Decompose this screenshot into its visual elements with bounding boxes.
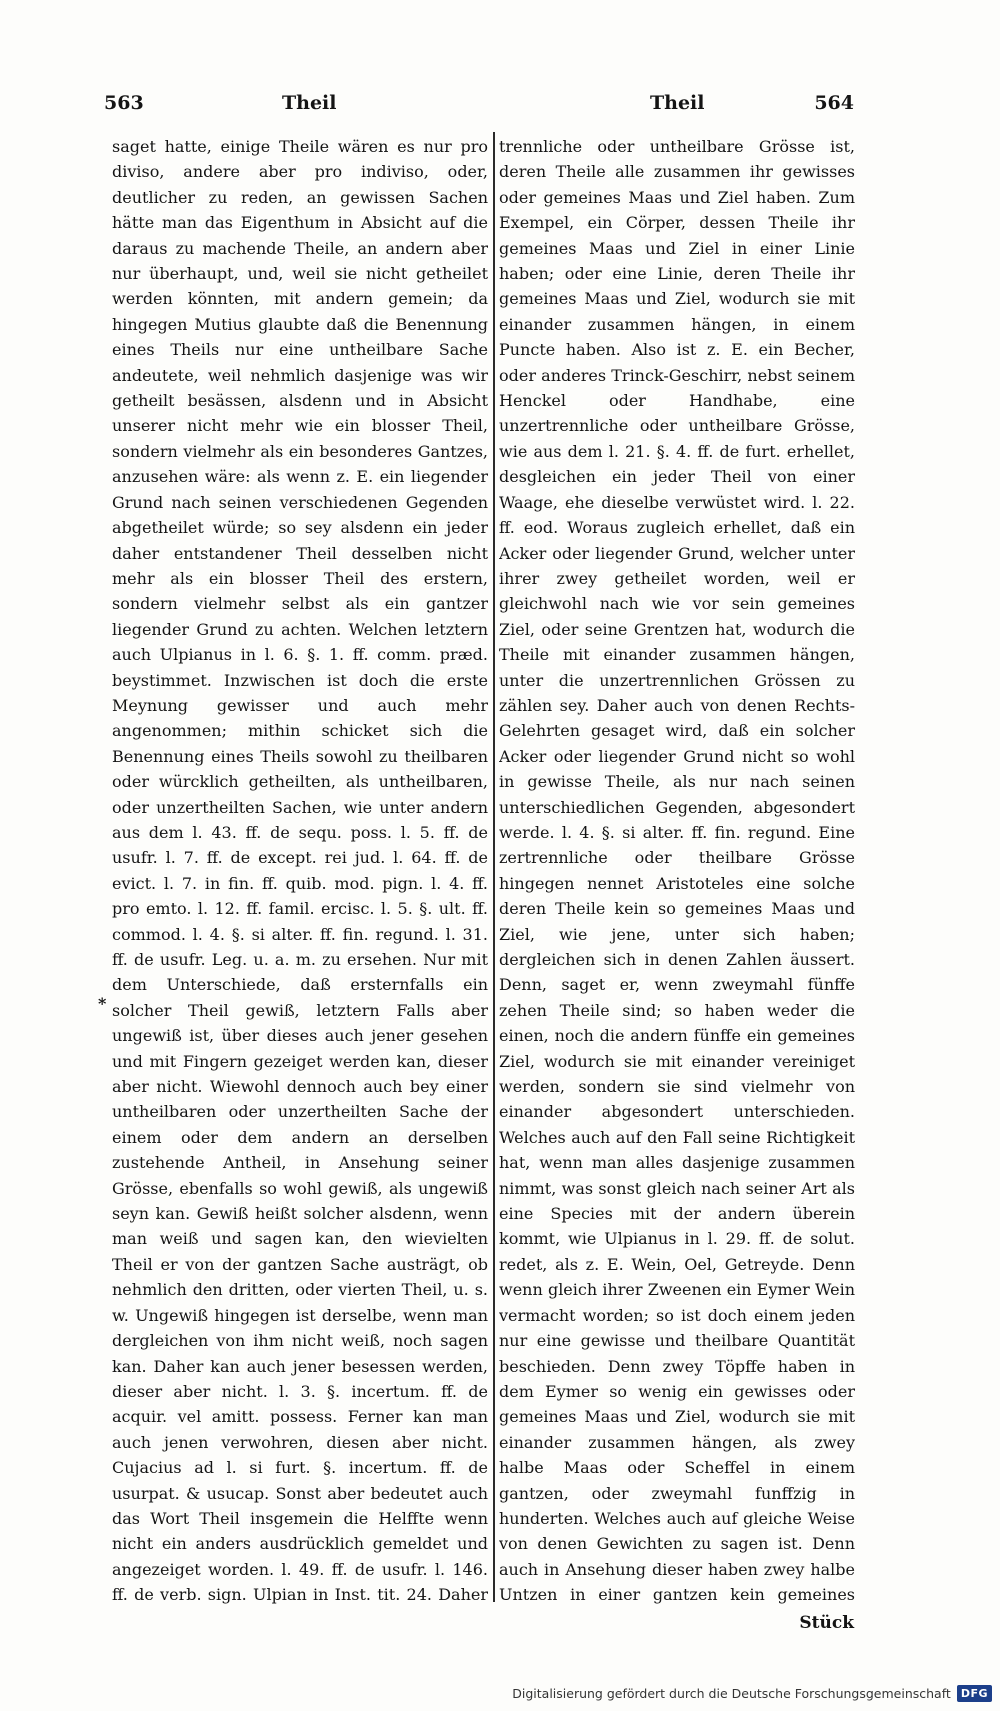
footer-credit: Digitalisierung gefördert durch die Deutsche Forschungsgemeinschaft <box>512 1685 951 1701</box>
running-head-right: Theil <box>650 92 705 114</box>
column-divider <box>493 132 495 1602</box>
right-column <box>499 134 855 1610</box>
page-header <box>104 92 854 124</box>
page-number-right: 564 <box>814 92 854 114</box>
catchword: Stück <box>799 1613 854 1633</box>
margin-asterisk: * <box>98 994 107 1013</box>
right-column-text: trennliche oder untheilbare Grösse ist, deren Theile alle zusammen ihr gewisses oder gemeines Maas und Ziel haben. Zum Exempel, ein Cörper, dessen Theile ihr gemeines Maas und Ziel in einer Linie haben; oder eine Linie, deren Theile ihr gemeines Maas und Ziel, wodurch sie mit einander zusammen hängen, in einem Puncte haben. Also ist z. E. ein Becher, oder anderes Trinck-Geschirr, nebst seinem Henckel oder Handhabe, eine unzertrennliche oder untheilbare Grösse, wie aus dem l. 21. §. 4. ff. de furt. erhellet, desgleichen ein jeder Theil von einer Waage, ehe dieselbe verwüstet wird. l. 22. ff. eod. Woraus zugleich erhellet, daß ein Acker oder liegender Grund, welcher unter ihrer zwey getheilet worden, weil er gleichwohl nach wie vor sein gemeines Ziel, oder seine Grentzen hat, wodurch die Theile mit einander zusammen hängen, unter die unzertrennlichen Grössen zu zählen sey. Daher auch von denen Rechts-Gelehrten gesaget wird, daß ein solcher Acker oder liegender Grund nicht so wohl in gewisse Theile, als nur nach seinen unterschiedlichen Gegenden, abgesondert werde. l. 4. §. si alter. ff. fin. regund. Eine zertrennliche oder theilbare Grösse hingegen nennet Aristoteles eine solche deren Theile kein so gemeines Maas und Ziel, wie jene, unter sich haben; dergleichen sich in denen Zahlen äussert. Denn, saget er, wenn zweymahl fünffe zehen Theile sind; so haben weder die einen, noch die andern fünffe ein gemeines Ziel, wodurch sie mit einander vereiniget werden, sondern sie sind vielmehr von einander abgesondert unterschieden. Welches auch auf den Fall seine Richtigkeit hat, wenn man alles dasjenige zusammen nimmt, was sonst gleich nach seiner Art als eine Species mit der andern überein kommt, wie Ulpianus in l. 29. ff. de solut. redet, als z. E. Wein, Oel, Getreyde. Denn wenn gleich ihrer Zweenen ein Eymer Wein vermacht worden; so ist doch einem jeden nur eine gewisse und theilbare Quantität beschieden. Denn zwey Töpffe haben in dem Eymer so wenig ein gewisses oder gemeines Maas und Ziel, wodurch sie mit einander zusammen hängen, als zwey halbe Maas oder Scheffel in einem gantzen, oder zweymahl funffzig in hunderten. Welches auch auf gleiche Weise von denen Gewichten zu sagen ist. Denn auch in Ansehung dieser haben zwey halbe Untzen in einer gantzen kein gemeines <box>499 137 855 1605</box>
running-head-left: Theil <box>282 92 337 114</box>
digitization-footer <box>512 1683 992 1703</box>
left-column-text: saget hatte, einige Theile wären es nur pro diviso, andere aber pro indiviso, oder, deutlicher zu reden, an gewissen Sachen hätte man das Eigenthum in Absicht auf die daraus zu machende Theile, an andern aber nur überhaupt, und, weil sie nicht getheilet werden könnten, mit andern gemein; da hingegen Mutius glaubte daß die Benennung eines Theils nur eine untheilbare Sache andeutete, weil nehmlich dasjenige was wir getheilt besässen, alsdenn und in Absicht unserer nicht mehr wie ein blosser Theil, sondern vielmehr als ein besonderes Gantzes, anzusehen wäre: als wenn z. E. ein liegender Grund nach seinen verschiedenen Gegenden abgetheilet würde; so sey alsdenn ein jeder daher entstandener Theil desselben nicht mehr als ein blosser Theil des erstern, sondern vielmehr selbst als ein gantzer liegender Grund zu achten. Welchen letztern auch Ulpianus in l. 6. §. 1. ff. comm. præd. beystimmet. Inzwischen ist doch die erste Meynung gewisser und auch mehr angenommen; mithin schicket sich die Benennung eines Theils sowohl zu theilbaren oder würcklich getheilten, als untheilbaren, oder unzertheilten Sachen, wie unter andern aus dem l. 43. ff. de sequ. poss. l. 5. ff. de usufr. l. 7. ff. de except. rei jud. l. 64. ff. de evict. l. 7. in fin. ff. quib. mod. pign. l. 4. ff. pro emto. l. 12. ff. famil. ercisc. l. 5. §. ult. ff. commod. l. 4. §. si alter. ff. fin. regund. l. 31. ff. de usufr. Leg. u. a. m. zu ersehen. Nur mit dem Unterschiede, daß ersternfalls ein solcher Theil gewiß, letztern Falls aber ungewiß ist, über dieses auch jener gesehen und mit Fingern gezeiget werden kan, dieser aber nicht. Wiewohl dennoch auch bey einer untheilbaren oder unzertheilten Sache der einem oder dem andern an derselben zustehende Antheil, in Ansehung seiner Grösse, ebenfalls so wohl gewiß, als ungewiß seyn kan. Gewiß heißt solcher alsdenn, wenn man weiß und sagen kan, den wievielten Theil er von der gantzen Sache austrägt, ob nehmlich den dritten, oder vierten Theil, u. s. w. Ungewiß hingegen ist derselbe, wenn man dergleichen von ihm nicht weiß, noch sagen kan. Daher kan auch jener besessen werden, dieser aber nicht. l. 3. §. incertum. ff. de acquir. vel amitt. possess. Ferner kan man auch jenen verwohren, diesen aber nicht. Cujacius ad l. si furt. §. incertum. ff. de usurpat. & usucap. Sonst aber bedeutet auch das Wort Theil insgemein die Helffte wenn nicht ein anders ausdrücklich gemeldet und angezeiget worden. l. 49. ff. de usufr. l. 146. ff. de verb. sign. Ulpian in Inst. tit. 24. Daher <box>112 137 488 1605</box>
dfg-logo: DFG <box>957 1685 992 1702</box>
left-column <box>112 134 488 1610</box>
page-number-left: 563 <box>104 92 144 114</box>
